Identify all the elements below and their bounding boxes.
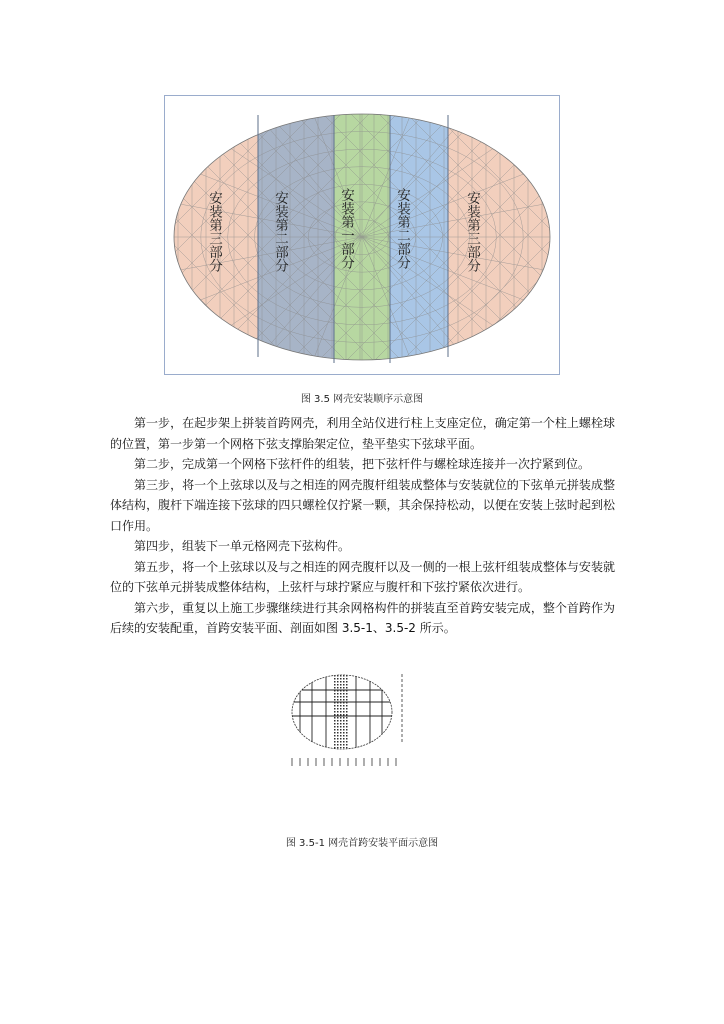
section-label-3-left: 安装第三部分 — [206, 191, 222, 272]
paragraph-step-6: 第六步，重复以上施工步骤继续进行其余网格构件的拼装直至首跨安装完成，整个首跨作为后续的安装配重，首跨安装平面、剖面如图 3.5-1、3.5-2 所示。 — [110, 600, 615, 635]
section-label-1-center: 安装第一部分 — [338, 188, 354, 269]
paragraph-step-1: 第一步，在起步架上拼装首跨网壳，利用全站仪进行柱上支座定位，确定第一个柱上螺栓球的位置，第一步第一个网格下弦支撑胎架定位，垫平垫实下弦球平面。 — [110, 416, 615, 451]
paragraph-step-5: 第五步，将一个上弦球以及与之相连的网壳腹杆以及一侧的一根上弦杆组装成整体与安装就位的下弦单元拼装成整体结构，上弦杆与球拧紧应与腹杆和下弦拧紧依次进行。 — [110, 559, 615, 594]
section-label-2-left: 安装第二部分 — [272, 191, 288, 272]
figure-caption-3-5-1: 图 3.5-1 网壳首跨安装平面示意图 — [285, 838, 439, 849]
first-span-plan-figure — [286, 672, 410, 772]
section-label-3-right: 安装第三部分 — [464, 191, 480, 272]
paragraph-step-2: 第二步，完成第一个网格下弦杆件的组装，把下弦杆件与螺栓球连接并一次拧紧到位。 — [134, 457, 591, 471]
figure-caption-3-5: 图 3.5 网壳安装顺序示意图 — [300, 394, 424, 405]
installation-sequence-figure — [164, 95, 560, 375]
paragraph-step-4: 第四步，组装下一单元格网壳下弦构件。 — [134, 539, 351, 553]
paragraph-step-3: 第三步，将一个上弦球以及与之相连的网壳腹杆组装成整体与安装就位的下弦单元拼装成整体结构，腹杆下端连接下弦球的四只螺栓仅拧紧一颗，其余保持松动，以便在安装上弦时起到松口作用。 — [110, 477, 615, 533]
installation-sequence-diagram — [164, 95, 560, 375]
first-span-plan-diagram — [286, 672, 410, 772]
body-text — [110, 413, 615, 639]
section-label-2-right: 安装第二部分 — [394, 188, 410, 269]
